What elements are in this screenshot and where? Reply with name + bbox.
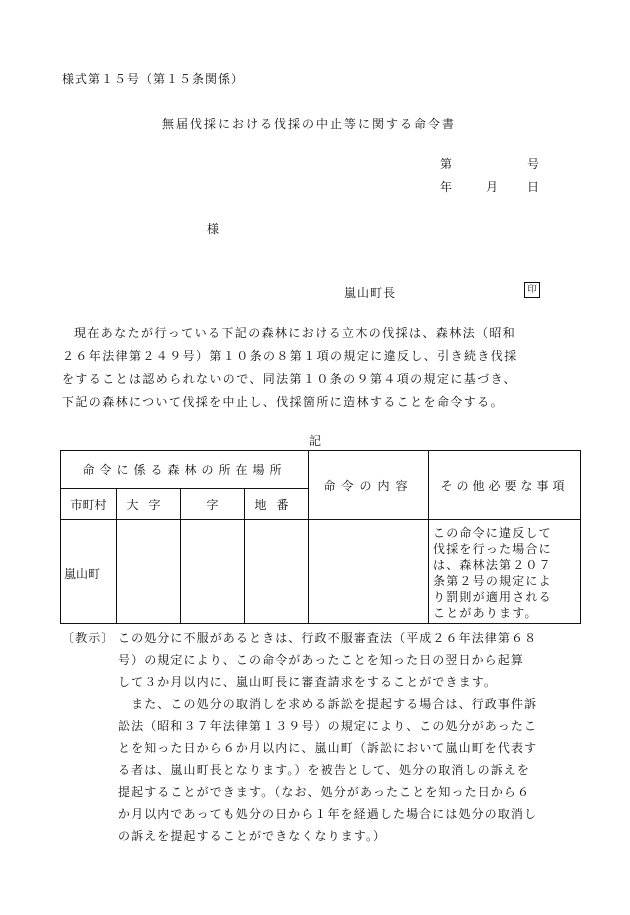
table-row <box>61 520 581 624</box>
oaza-cell <box>117 520 181 624</box>
other-matters-header: その他必要な事項 <box>429 451 581 520</box>
notice-line: この処分に不服があるときは、行政不服審査法（平成２６年法律第６８ <box>118 631 538 645</box>
date-month-label: 月 <box>486 180 499 194</box>
issuer-name: 嵐山町長 <box>344 286 397 300</box>
lot-number-cell <box>245 520 309 624</box>
other-matters-line: この命令に違反して <box>433 525 552 540</box>
municipality-cell: 嵐山町 <box>61 520 117 624</box>
notice-line: 号）の規定により、この命令があったことを知った日の翌日から起算 <box>118 653 524 667</box>
other-matters-cell <box>429 520 581 624</box>
order-body <box>62 322 582 414</box>
order-body-line: 下記の森林について伐採を中止し、伐採箇所に造林することを命令する。 <box>62 395 504 409</box>
form-number: 様式第１５号（第１５条関係） <box>62 72 245 86</box>
other-matters-line: ことがあります。 <box>433 605 538 620</box>
document-title: 無届伐採における伐採の中止等に関する命令書 <box>162 117 457 131</box>
notice-line: か月以内であっても処分の日から１年を経過した場合には処分の取消し <box>118 807 538 821</box>
notice-line: して３か月以内に、嵐山町長に審査請求をすることができます。 <box>118 675 497 689</box>
order-content-header: 命令の内容 <box>309 451 429 520</box>
other-matters-line: り罰則が適用される <box>433 589 552 604</box>
notice-line: 提起することができます。（なお、処分があったことを知った日から６ <box>118 785 531 799</box>
ki-heading: 記 <box>309 434 322 448</box>
lot-number-header: 地番 <box>245 489 309 520</box>
doc-number-suffix: 号 <box>527 157 540 171</box>
date-day-label: 日 <box>527 180 540 194</box>
other-matters-line: は、森林法第２０７ <box>433 557 552 572</box>
notice-label: 〔教示〕 <box>62 631 115 645</box>
notice-line: の訴えを提起することができなくなります。） <box>118 829 387 843</box>
forest-location-header: 命令に係る森林の所在場所 <box>61 451 309 489</box>
addressee-honorific: 様 <box>207 222 220 236</box>
notice-line: る者は、嵐山町長となります。）を被告として、処分の取消しの訴えを <box>118 763 531 777</box>
order-table <box>60 450 581 624</box>
seal-mark: 印 <box>524 282 540 298</box>
order-body-line: ２６年法律第２４９号）第１０条の８第１項の規定に違反し、引き続き伐採 <box>62 349 518 363</box>
aza-header: 字 <box>181 489 245 520</box>
notice-section <box>62 627 537 847</box>
notice-line: また、この処分の取消しを求める訴訟を提起する場合は、行政事件訴 <box>118 697 538 711</box>
aza-cell <box>181 520 245 624</box>
order-body-line: 現在あなたが行っている下記の森林における立木の伐採は、森林法（昭和 <box>74 326 517 340</box>
order-body-line: をすることは認められないので、同法第１０条の９第４項の規定に基づき、 <box>62 372 517 386</box>
date-year-label: 年 <box>440 180 453 194</box>
notice-line: とを知った日から６か月以内に、嵐山町（訴訟において嵐山町を代表す <box>118 741 538 755</box>
municipality-header: 市町村 <box>61 489 117 520</box>
oaza-header: 大字 <box>117 489 181 520</box>
doc-number-label: 第 <box>440 157 453 171</box>
other-matters-line: 伐採を行った場合に <box>433 541 552 556</box>
other-matters-line: 条第２号の規定によ <box>433 573 552 588</box>
order-content-cell <box>309 520 429 624</box>
notice-line: 訟法（昭和３７年法律第１３９号）の規定により、この処分があったこ <box>118 719 538 733</box>
